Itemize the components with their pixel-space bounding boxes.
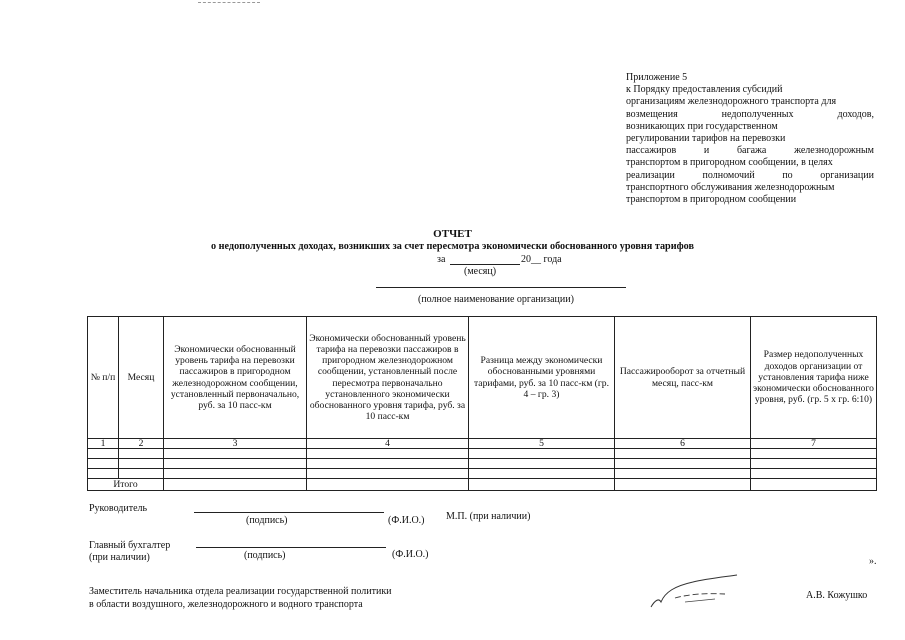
table-cell[interactable]: [751, 449, 877, 459]
table-cell[interactable]: [164, 479, 307, 491]
report-title: ОТЧЕТ: [433, 228, 472, 240]
deputy-name: А.В. Кожушко: [806, 590, 868, 601]
table-cell[interactable]: [751, 459, 877, 469]
annex-line: транспортом в пригородном сообщении, в целях: [626, 157, 833, 169]
header-cell: Пассажирооборот за отчетный месяц, пасс-км: [615, 317, 751, 439]
annex-line: организациям железнодорожного транспорта для: [626, 96, 837, 108]
table-cell[interactable]: [469, 479, 615, 491]
month-blank-line: [450, 264, 520, 265]
deputy-title-line1: Заместитель начальника отдела реализации государственной политики: [89, 586, 392, 597]
total-label: Итого: [88, 479, 164, 491]
annex-block: [626, 72, 874, 206]
table-cell[interactable]: [164, 449, 307, 459]
annex-line: транспортом в пригородном сообщении: [626, 194, 797, 206]
table-row: [88, 459, 877, 469]
table-cell[interactable]: [307, 479, 469, 491]
annex-line: Приложение 5: [626, 72, 688, 83]
table-cell[interactable]: [615, 469, 751, 479]
table-row: [88, 469, 877, 479]
header-cell: Экономически обоснованный уровень тарифа на перевозки пассажиров в пригородном железнодорожном сообщении, установленный после пересмотра первоначально установленного экономически обоснованного уровня тарифа, руб. за 10 пасс-км: [307, 317, 469, 439]
header-cell: Месяц: [119, 317, 164, 439]
column-number: 6: [615, 439, 751, 449]
table-cell[interactable]: [469, 449, 615, 459]
period-prefix: за: [437, 254, 446, 265]
header-cell: Размер недополученных доходов организации от установления тарифа ниже экономически обоснованного уровня, руб. (гр. 5 х гр. 6:10): [751, 317, 877, 439]
org-name-line: [376, 287, 626, 288]
annex-line: возмещения недополученных доходов,: [626, 108, 874, 120]
table-cell[interactable]: [119, 449, 164, 459]
annex-line: реализации полномочий по организации: [626, 169, 874, 181]
stamp-label: М.П. (при наличии): [446, 511, 531, 522]
table-cell[interactable]: [307, 449, 469, 459]
closing-quote: ».: [869, 556, 877, 567]
column-number: 1: [88, 439, 119, 449]
sign-hint: (подпись): [244, 550, 286, 561]
column-number: 5: [469, 439, 615, 449]
annex-line: возникающих при государственном: [626, 120, 778, 132]
table-cell[interactable]: [307, 459, 469, 469]
deputy-title-line2: в области воздушного, железнодорожного и водного транспорта: [89, 599, 363, 610]
total-row: [88, 479, 877, 491]
header-cell: № п/п: [88, 317, 119, 439]
table-cell[interactable]: [751, 479, 877, 491]
annex-line: транспортного обслуживания железнодорожным: [626, 181, 835, 193]
accountant-label: Главный бухгалтер: [89, 540, 171, 551]
fio-hint: (Ф.И.О.): [392, 549, 429, 560]
column-number: 2: [119, 439, 164, 449]
column-number: 4: [307, 439, 469, 449]
table-row: [88, 449, 877, 459]
header-cell: Разница между экономически обоснованными уровнями тарифами, руб. за 10 пасс-км (гр. 4 – гр. 3): [469, 317, 615, 439]
head-signature-line[interactable]: [194, 512, 384, 513]
table-cell[interactable]: [88, 469, 119, 479]
table-cell[interactable]: [615, 479, 751, 491]
accountant-note: (при наличии): [89, 552, 150, 563]
table-header-row: [88, 317, 877, 439]
column-number-row: [88, 439, 877, 449]
annex-line: к Порядку предоставления субсидий: [626, 84, 783, 96]
accountant-signature-line[interactable]: [196, 547, 386, 548]
annex-line: пассажиров и багажа железнодорожным: [626, 145, 874, 157]
table-cell[interactable]: [751, 469, 877, 479]
report-table: [87, 316, 877, 491]
table-cell[interactable]: [469, 469, 615, 479]
table-cell[interactable]: [119, 459, 164, 469]
annex-line: регулировании тарифов на перевозки: [626, 133, 786, 145]
head-label: Руководитель: [89, 503, 148, 514]
scan-artifact: [198, 2, 260, 3]
table-cell[interactable]: [88, 449, 119, 459]
table-cell[interactable]: [307, 469, 469, 479]
fio-hint: (Ф.И.О.): [388, 515, 425, 526]
period-year: 20__ года: [521, 254, 562, 265]
table-cell[interactable]: [469, 459, 615, 469]
handwritten-signature: [645, 572, 755, 612]
column-number: 3: [164, 439, 307, 449]
table-cell[interactable]: [119, 469, 164, 479]
sign-hint: (подпись): [246, 515, 288, 526]
column-number: 7: [751, 439, 877, 449]
table-cell[interactable]: [615, 449, 751, 459]
table-cell[interactable]: [164, 469, 307, 479]
org-label: (полное наименование организации): [418, 294, 574, 305]
table-cell[interactable]: [88, 459, 119, 469]
table-cell[interactable]: [615, 459, 751, 469]
header-cell: Экономически обоснованный уровень тарифа на перевозки пассажиров в пригородном железнодорожном сообщении, установленный первоначально, руб. за 10 пасс-км: [164, 317, 307, 439]
month-label: (месяц): [464, 266, 497, 277]
table-cell[interactable]: [164, 459, 307, 469]
report-subtitle: о недополученных доходах, возникших за счет пересмотра экономически обоснованного уровня тарифов: [211, 241, 694, 252]
